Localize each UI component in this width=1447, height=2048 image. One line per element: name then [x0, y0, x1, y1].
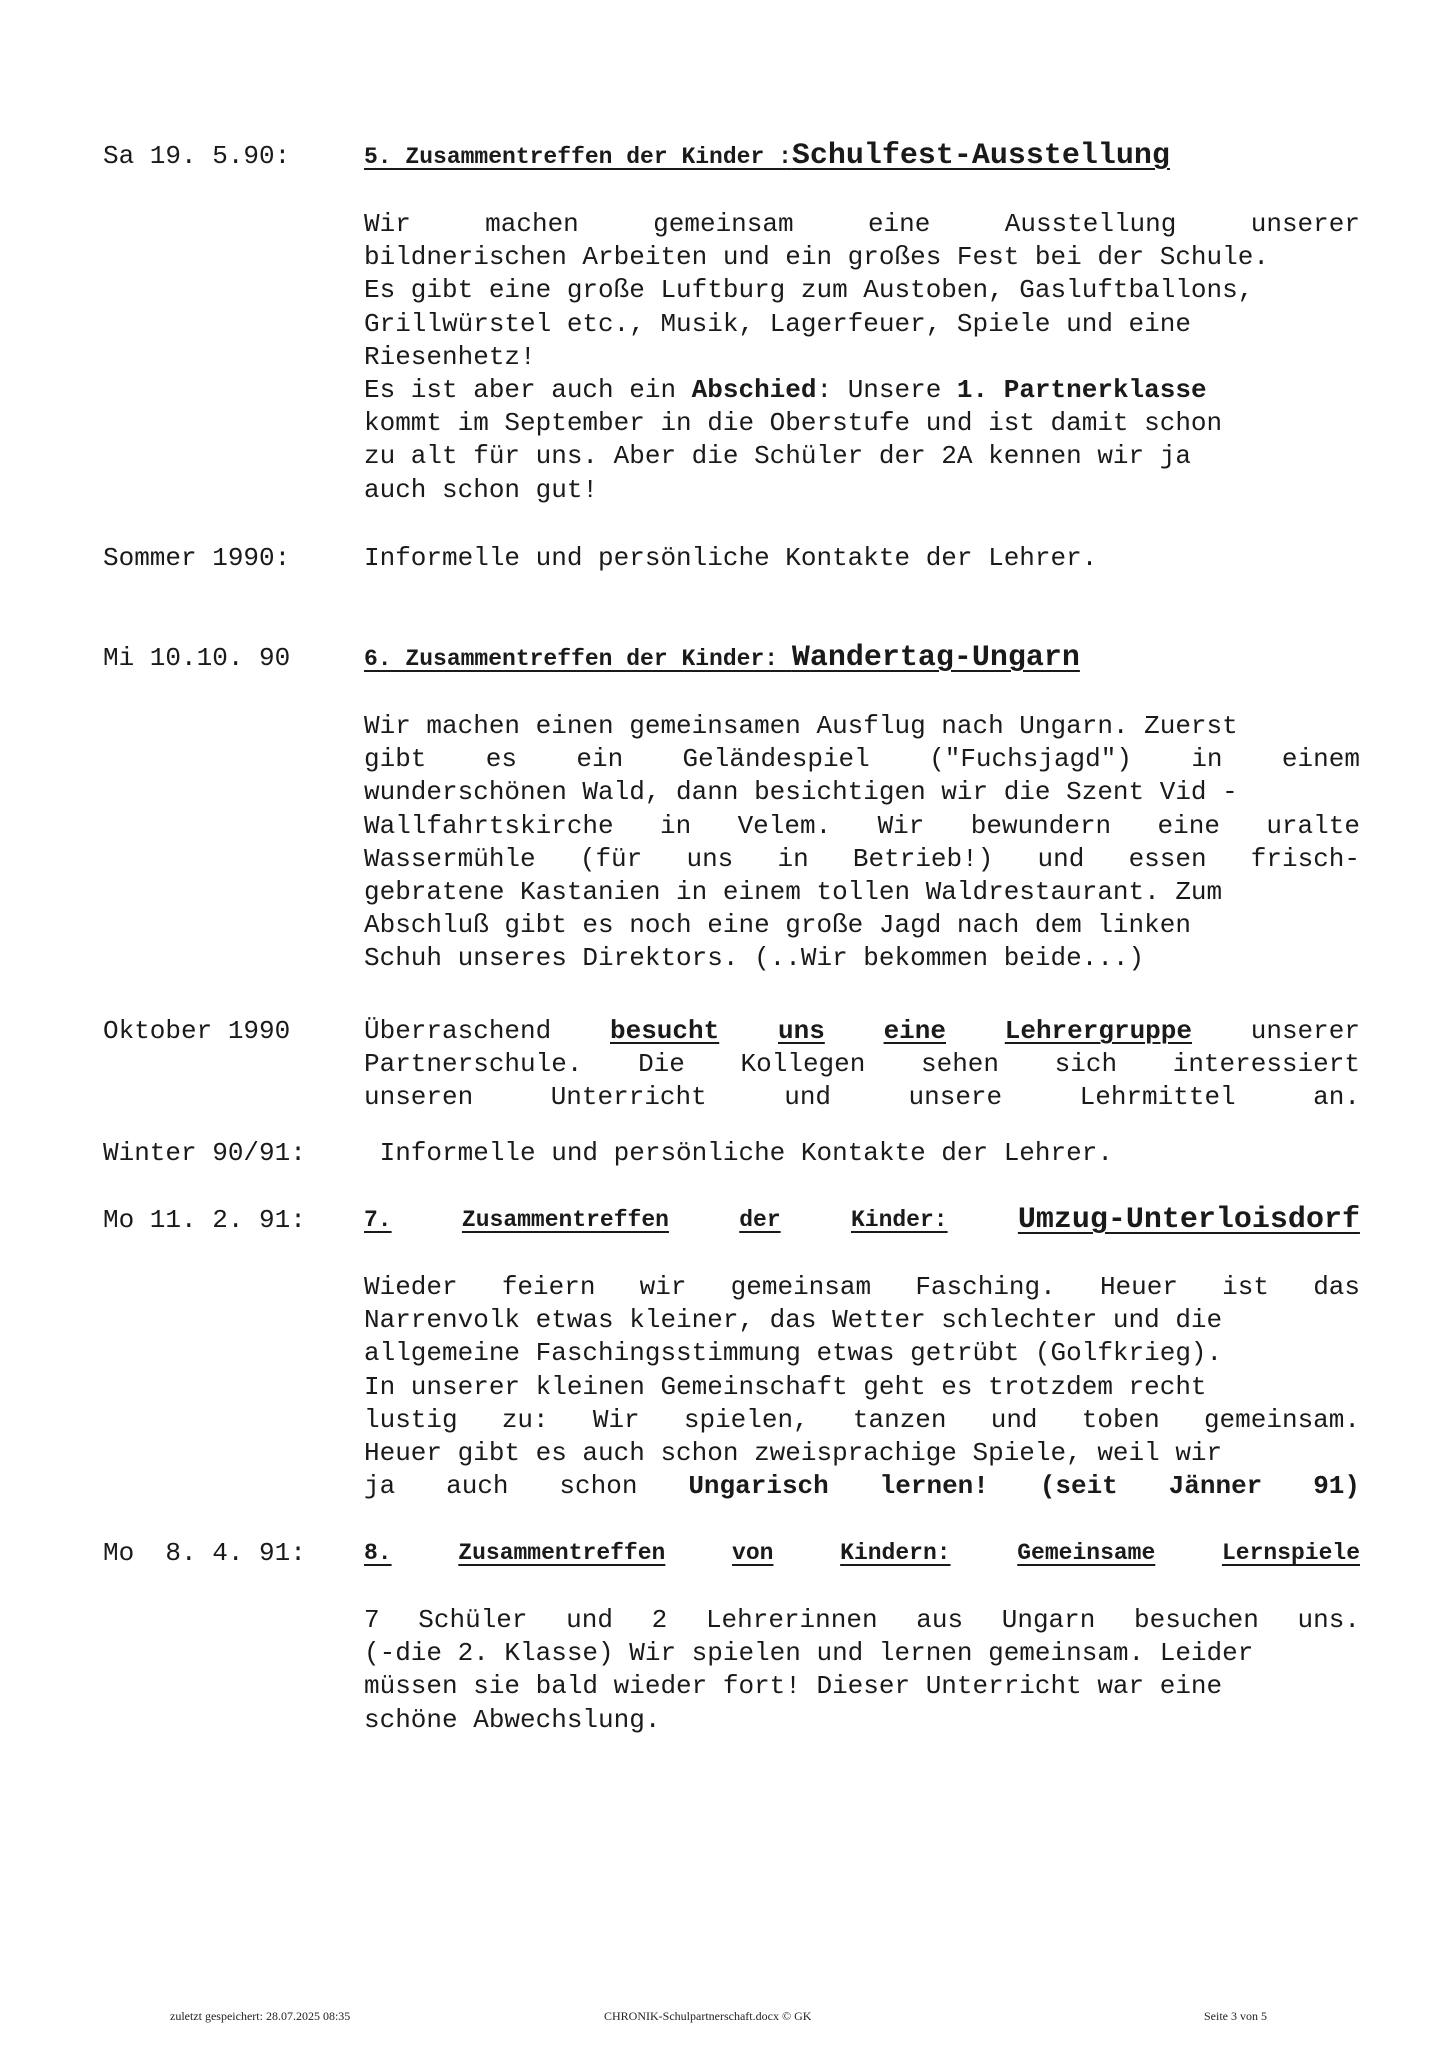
entry-heading: 8. Zusammentreffen von Kindern: Gemeinsame Lernspiele	[364, 1540, 1360, 1566]
entry-date: Mi 10.10. 90	[103, 643, 291, 673]
heading-prefix: 5. Zusammentreffen der Kinder :	[364, 144, 792, 170]
footer-filename: CHRONIK-Schulpartnerschaft.docx © GK	[604, 2009, 812, 2023]
bold-text: Ungarisch	[688, 1471, 829, 1502]
entry-body	[364, 1604, 1360, 1737]
body-line: zu alt für uns. Aber die Schüler der 2A kennen wir ja	[364, 441, 1191, 472]
body-line: Wir machen einen gemeinsamen Ausflug nach Ungarn. Zuerst	[364, 711, 1238, 741]
entry-heading	[364, 140, 1360, 174]
body-line: Schuh unseres Direktors. (..Wir bekommen beide...)	[364, 943, 1145, 974]
body-line: Es ist aber auch ein Abschied: Unsere 1. Partnerklasse	[364, 374, 1207, 405]
body-line: Es gibt eine große Luftburg zum Austoben, Gasluftballons,	[364, 275, 1254, 306]
body-line: 7 Schüler und 2 Lehrerinnen aus Ungarn besuchen uns.	[364, 1605, 1360, 1635]
body-line: gebratene Kastanien in einem tollen Waldrestaurant. Zum	[364, 876, 1223, 907]
entry-date: Mo 8. 4. 91:	[103, 1538, 306, 1568]
body-line: müssen sie bald wieder fort! Dieser Unterricht war eine	[364, 1671, 1223, 1702]
underlined-text: besucht	[610, 1016, 720, 1046]
body-line: schöne Abwechslung.	[364, 1704, 661, 1735]
body-line: Wassermühle (für uns in Betrieb!) und essen frisch-	[364, 843, 1360, 874]
body-line: kommt im September in die Oberstufe und ist damit schon	[364, 408, 1223, 439]
entry-body	[364, 208, 1360, 507]
bold-text: 1. Partnerklasse	[956, 374, 1207, 405]
body-line: Grillwürstel etc., Musik, Lagerfeuer, Spiele und eine	[364, 308, 1191, 339]
body-line: wunderschönen Wald, dann besichtigen wir die Szent Vid -	[364, 777, 1238, 808]
bold-text: Abschied	[691, 374, 817, 405]
entry-heading: 7. Zusammentreffen der Kinder: Umzug-Unterloisdorf	[364, 1203, 1360, 1237]
entry-heading	[364, 642, 1080, 676]
heading-title: Umzug-Unterloisdorf	[1017, 1203, 1360, 1237]
body-line: (-die 2. Klasse) Wir spielen und lernen gemeinsam. Leider	[364, 1638, 1254, 1669]
body-line: In unserer kleinen Gemeinschaft geht es trotzdem recht	[364, 1371, 1207, 1402]
bold-text: (seit	[1039, 1471, 1118, 1502]
body-line: Überraschend besucht uns eine Lehrergruppe unserer	[364, 1015, 1360, 1048]
underlined-text: uns	[777, 1016, 825, 1046]
entry-date: Sommer 1990:	[103, 543, 291, 573]
body-line: Riesenhetz!	[364, 341, 536, 372]
underlined-text: eine	[883, 1016, 946, 1046]
heading-prefix: 6. Zusammentreffen der Kinder:	[364, 646, 792, 672]
entry-body	[364, 710, 1360, 976]
body-line: Wallfahrtskirche in Velem. Wir bewundern eine uralte	[364, 810, 1360, 841]
heading-title: Schulfest-Ausstellung	[791, 139, 1170, 173]
body-line: ja auch schon Ungarisch lernen! (seit Jänner 91)	[364, 1470, 1360, 1503]
entry-date: Mo 11. 2. 91:	[103, 1205, 306, 1235]
bold-text: 91)	[1313, 1471, 1360, 1502]
body-line: Wieder feiern wir gemeinsam Fasching. Heuer ist das	[364, 1272, 1360, 1302]
bold-text: lernen!	[879, 1471, 989, 1502]
entry-body	[364, 1271, 1360, 1503]
body-line: unseren Unterricht und unsere Lehrmittel an.	[364, 1082, 1360, 1113]
entry-body	[364, 1015, 1360, 1115]
body-line: Abschluß gibt es noch eine große Jagd nach dem linken	[364, 910, 1191, 941]
entry-date: Sa 19. 5.90:	[103, 141, 291, 171]
body-line: Wir machen gemeinsam eine Ausstellung unserer	[364, 209, 1360, 239]
footer-page-number: Seite 3 von 5	[1204, 2009, 1267, 2023]
body-line: bildnerischen Arbeiten und ein großes Fest bei der Schule.	[364, 242, 1269, 273]
body-line: Heuer gibt es auch schon zweisprachige Spiele, weil wir	[364, 1437, 1223, 1468]
underlined-text: Lehrergruppe	[1004, 1016, 1192, 1046]
entry-text: Informelle und persönliche Kontakte der Lehrer.	[364, 1138, 1113, 1168]
heading-title: Wandertag-Ungarn	[791, 641, 1080, 675]
body-line: allgemeine Faschingsstimmung etwas getrübt (Golfkrieg).	[364, 1338, 1223, 1369]
body-line: lustig zu: Wir spielen, tanzen und toben gemeinsam.	[364, 1404, 1360, 1435]
footer-saved: zuletzt gespeichert: 28.07.2025 08:35	[170, 2009, 351, 2023]
bold-text: Jänner	[1168, 1471, 1263, 1502]
body-line: gibt es ein Geländespiel ("Fuchsjagd") in einem	[364, 744, 1360, 775]
entry-date: Oktober 1990	[103, 1016, 291, 1046]
body-line: auch schon gut!	[364, 474, 599, 505]
body-line: Narrenvolk etwas kleiner, das Wetter schlechter und die	[364, 1305, 1223, 1336]
body-line: Partnerschule. Die Kollegen sehen sich interessiert	[364, 1049, 1360, 1080]
entry-text: Informelle und persönliche Kontakte der Lehrer.	[364, 543, 1098, 573]
entry-date: Winter 90/91:	[103, 1138, 306, 1168]
